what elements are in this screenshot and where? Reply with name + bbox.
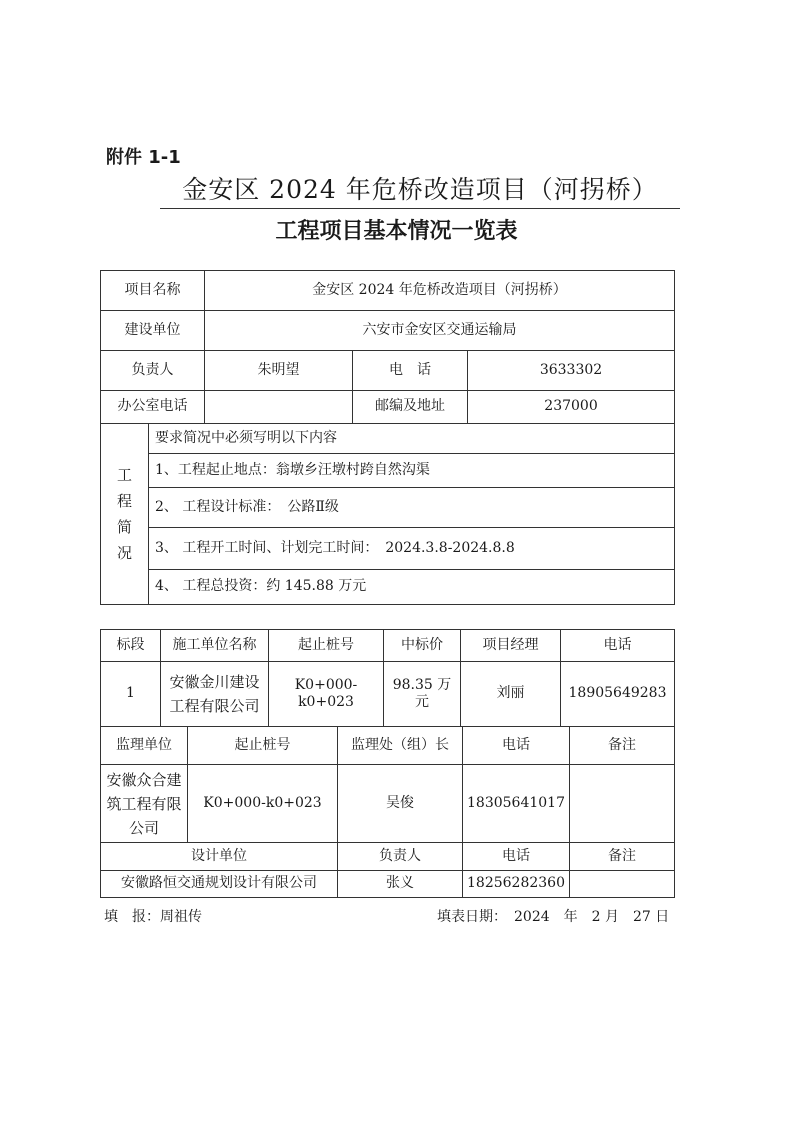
builder-label: 建设单位 [101, 311, 205, 351]
header-design-remarks: 备注 [570, 843, 675, 871]
supervision-header-row [101, 727, 675, 765]
design-phone: 18256282360 [463, 871, 570, 898]
table-row [101, 662, 675, 727]
phone-label: 电 话 [353, 351, 468, 391]
manager-name: 刘丽 [461, 662, 561, 727]
supervisor-phone: 18305641017 [463, 765, 570, 843]
supervisor-unit: 安徽众合建筑工程有限公司 [101, 765, 188, 843]
builder-row [101, 311, 675, 351]
construction-table [100, 629, 675, 727]
leader-value: 朱明望 [205, 351, 353, 391]
document-title: 金安区 2024 年危桥改造项目（河拐桥） [160, 170, 680, 209]
overview-label-char: 况 [116, 544, 132, 562]
overview-line: 2、 工程设计标准： 公路Ⅱ级 [149, 488, 675, 528]
builder-value: 六安市金安区交通运输局 [205, 311, 675, 351]
header-contractor: 施工单位名称 [161, 630, 269, 662]
header-supervisor-remarks: 备注 [570, 727, 675, 765]
overview-row [101, 454, 675, 488]
project-info-table [100, 270, 675, 605]
section-number: 1 [101, 662, 161, 727]
fill-date: 填表日期： 2024 年 2 月 27 日 [437, 909, 670, 925]
header-station: 起止桩号 [269, 630, 384, 662]
header-phone: 电话 [561, 630, 675, 662]
document-subtitle: 工程项目基本情况一览表 [275, 219, 518, 244]
supervisor-station: K0+000-k0+023 [188, 765, 338, 843]
design-remarks [570, 871, 675, 898]
attachment-label: 附件 1-1 [106, 147, 181, 168]
overview-label [101, 424, 149, 605]
overview-row [101, 488, 675, 528]
manager-phone: 18905649283 [561, 662, 675, 727]
project-name-label: 项目名称 [101, 271, 205, 311]
overview-line: 要求简况中必须写明以下内容 [149, 424, 675, 454]
overview-label-char: 简 [116, 518, 132, 536]
supervisor-chief: 吴俊 [338, 765, 463, 843]
overview-line: 4、 工程总投资：约 145.88 万元 [149, 570, 675, 605]
bid-price: 98.35 万元 [384, 662, 461, 727]
contractor-name: 安徽金川建设工程有限公司 [161, 662, 269, 727]
overview-line: 1、工程起止地点：翁墩乡汪墩村跨自然沟渠 [149, 454, 675, 488]
construction-header-row [101, 630, 675, 662]
postcode-label: 邮编及地址 [353, 391, 468, 424]
station-range: K0+000-k0+023 [269, 662, 384, 727]
header-design-unit: 设计单位 [101, 843, 338, 871]
supervisor-remarks [570, 765, 675, 843]
table-row [101, 765, 675, 843]
design-leader: 张义 [338, 871, 463, 898]
table-row [101, 871, 675, 898]
header-design-phone: 电话 [463, 843, 570, 871]
header-manager: 项目经理 [461, 630, 561, 662]
overview-row [101, 570, 675, 605]
header-supervisor-station: 起止桩号 [188, 727, 338, 765]
filler-info: 填 报：周祖传 [104, 909, 202, 925]
overview-row [101, 424, 675, 454]
overview-line: 3、 工程开工时间、计划完工时间： 2024.3.8-2024.8.8 [149, 528, 675, 570]
header-bid-price: 中标价 [384, 630, 461, 662]
header-design-leader: 负责人 [338, 843, 463, 871]
postcode-value: 237000 [468, 391, 675, 424]
leader-label: 负责人 [101, 351, 205, 391]
overview-row [101, 528, 675, 570]
project-name-row [101, 271, 675, 311]
overview-label-char: 工 [116, 466, 132, 484]
supervision-design-table [100, 726, 675, 898]
header-supervisor-chief: 监理处（组）长 [338, 727, 463, 765]
project-name-value: 金安区 2024 年危桥改造项目（河拐桥） [205, 271, 675, 311]
overview-label-char: 程 [116, 492, 132, 510]
header-section: 标段 [101, 630, 161, 662]
office-row [101, 391, 675, 424]
design-unit: 安徽路恒交通规划设计有限公司 [101, 871, 338, 898]
office-phone-value [205, 391, 353, 424]
leader-row [101, 351, 675, 391]
phone-value: 3633302 [468, 351, 675, 391]
design-header-row [101, 843, 675, 871]
office-phone-label: 办公室电话 [101, 391, 205, 424]
header-supervisor-phone: 电话 [463, 727, 570, 765]
header-supervisor-unit: 监理单位 [101, 727, 188, 765]
